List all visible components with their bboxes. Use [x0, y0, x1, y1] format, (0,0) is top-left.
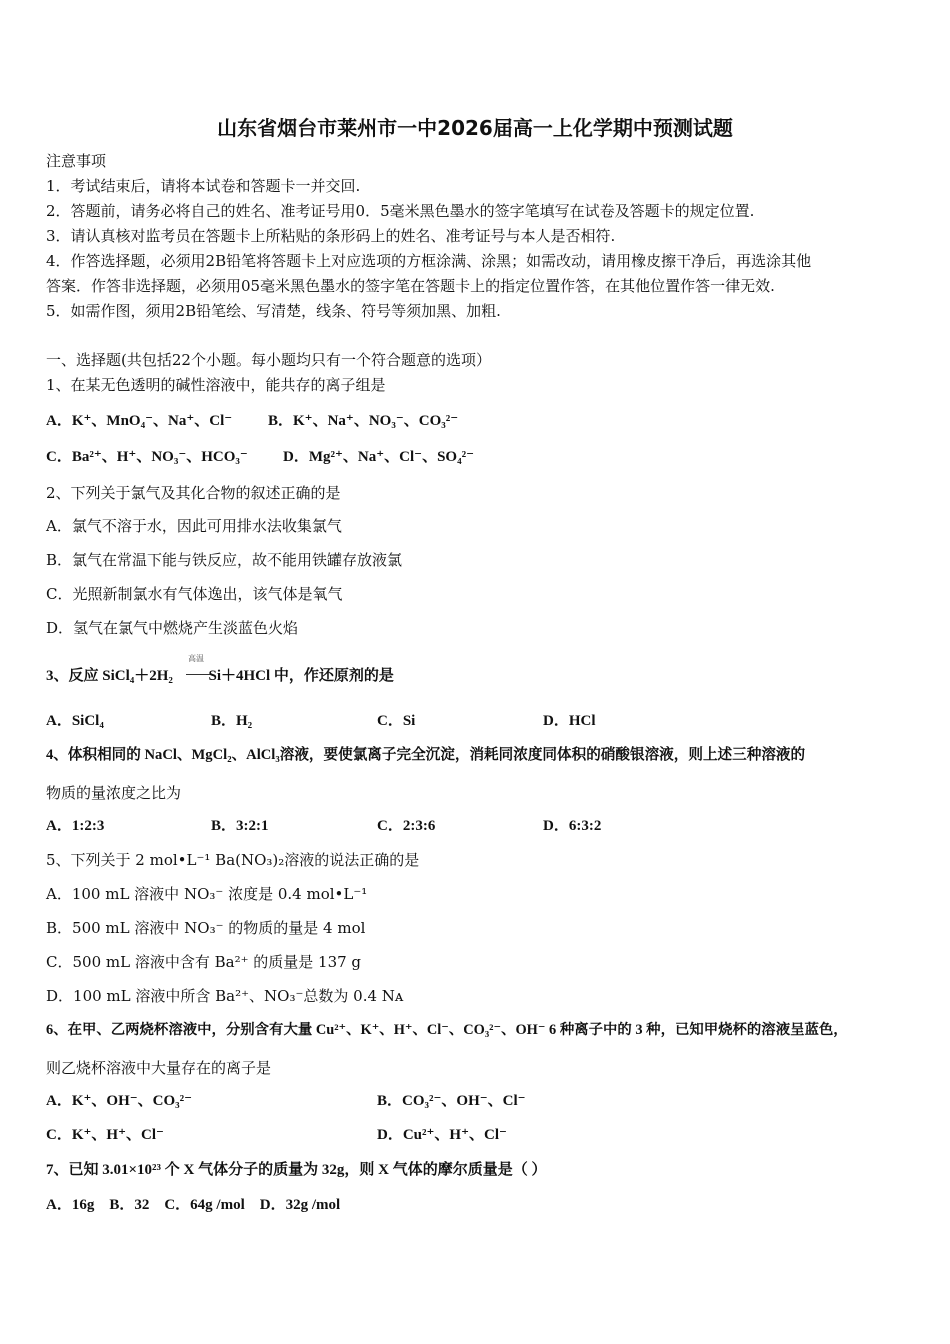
notice-item-5: 5．如需作图，须用2B铅笔绘、写清楚，线条、符号等须加黑、加粗.	[46, 302, 501, 320]
notice-item-2: 2．答题前，请务必将自己的姓名、准考证号用0．5毫米黑色墨水的签字笔填写在试卷及答题卡的规定位置.	[46, 202, 755, 220]
q3-arrow	[186, 674, 210, 675]
q2-option-b: B．氯气在常温下能与铁反应，故不能用铁罐存放液氯	[46, 551, 403, 569]
q1-option-d: D．Mg²⁺、Na⁺、Cl⁻、SO₄²⁻	[283, 449, 474, 465]
q1-stem: 1、在某无色透明的碱性溶液中，能共存的离子组是	[46, 376, 386, 394]
q1-option-c: C．Ba²⁺、H⁺、NO₃⁻、HCO₃⁻	[46, 449, 248, 465]
q5-stem: 5、下列关于 2 mol•L⁻¹ Ba(NO₃)₂溶液的说法正确的是	[46, 851, 420, 869]
q3-stem-post: Si＋4HCl 中，作还原剂的是	[208, 668, 394, 684]
q2-option-d: D．氢气在氯气中燃烧产生淡蓝色火焰	[46, 619, 299, 637]
q4-option-b: B．3:2:1	[211, 818, 269, 834]
q5-option-c: C．500 mL 溶液中含有 Ba²⁺ 的质量是 137 g	[46, 953, 362, 971]
page-title: 山东省烟台市莱州市一中2026届高一上化学期中预测试题	[217, 116, 733, 140]
q3-stem-pre: 3、反应 SiCl₄＋2H₂	[46, 668, 173, 684]
q2-option-a: A．氯气不溶于水，因此可用排水法收集氯气	[46, 517, 342, 535]
q2-stem: 2、下列关于氯气及其化合物的叙述正确的是	[46, 484, 341, 502]
q6-option-a: A．K⁺、OH⁻、CO₃²⁻	[46, 1093, 193, 1109]
q1-option-b: B．K⁺、Na⁺、NO₃⁻、CO₃²⁻	[268, 413, 459, 429]
q4-stem-line-2: 物质的量浓度之比为	[46, 784, 182, 802]
q1-option-a: A．K⁺、MnO₄⁻、Na⁺、Cl⁻	[46, 413, 233, 429]
q6-option-c: C．K⁺、H⁺、Cl⁻	[46, 1127, 164, 1143]
q3-option-b: B．H₂	[211, 713, 253, 729]
notice-heading: 注意事项	[46, 152, 107, 170]
q4-option-d: D．6:3:2	[543, 818, 602, 834]
q3-option-d: D．HCl	[543, 713, 596, 729]
q2-option-c: C．光照新制氯水有气体逸出，该气体是氧气	[46, 585, 343, 603]
q5-option-a: A．100 mL 溶液中 NO₃⁻ 浓度是 0.4 mol•L⁻¹	[46, 885, 368, 903]
q3-condition: 高温	[188, 654, 204, 663]
q4-option-c: C．2:3:6	[377, 818, 436, 834]
notice-item-1: 1．考试结束后，请将本试卷和答题卡一并交回.	[46, 177, 361, 195]
q3-option-c: C．Si	[377, 713, 416, 729]
q4-stem-line-1: 4、体积相同的 NaCl、MgCl₂、AlCl₃溶液，要使氯离子完全沉淀，消耗同浓度同体积的硝酸银溶液，则上述三种溶液的	[46, 747, 806, 763]
q5-option-b: B．500 mL 溶液中 NO₃⁻ 的物质的量是 4 mol	[46, 919, 366, 937]
q7-stem: 7、已知 3.01×10²³ 个 X 气体分子的质量为 32g，则 X 气体的摩尔质量是（ ）	[46, 1162, 547, 1178]
q6-stem-line-2: 则乙烧杯溶液中大量存在的离子是	[46, 1059, 272, 1077]
q7-options: A．16g B．32 C．64g /mol D．32g /mol	[46, 1197, 341, 1213]
section-heading: 一、选择题(共包括22个小题。每小题均只有一个符合题意的选项）	[46, 351, 491, 369]
notice-item-4-cont: 答案．作答非选择题，必须用05毫米黑色墨水的签字笔在答题卡上的指定位置作答，在其他位置作答一律无效.	[46, 277, 775, 295]
q3-stem	[46, 665, 394, 686]
q6-option-b: B．CO₃²⁻、OH⁻、Cl⁻	[377, 1093, 526, 1109]
notice-item-4: 4．作答选择题，必须用2B铅笔将答题卡上对应选项的方框涂满、涂黑；如需改动，请用橡皮擦干净后，再选涂其他	[46, 252, 812, 270]
q5-option-d: D．100 mL 溶液中所含 Ba²⁺、NO₃⁻总数为 0.4 Nᴀ	[46, 987, 404, 1005]
notice-item-3: 3．请认真核对监考员在答题卡上所粘贴的条形码上的姓名、准考证号与本人是否相符.	[46, 227, 616, 245]
q4-option-a: A．1:2:3	[46, 818, 105, 834]
q6-option-d: D．Cu²⁺、H⁺、Cl⁻	[377, 1127, 507, 1143]
q3-option-a: A．SiCl₄	[46, 713, 104, 729]
q6-stem-line-1: 6、在甲、乙两烧杯溶液中，分别含有大量 Cu²⁺、K⁺、H⁺、Cl⁻、CO₃²⁻、OH⁻ 6 种离子中的 3 种，已知甲烧杯的溶液呈蓝色，	[46, 1022, 848, 1038]
